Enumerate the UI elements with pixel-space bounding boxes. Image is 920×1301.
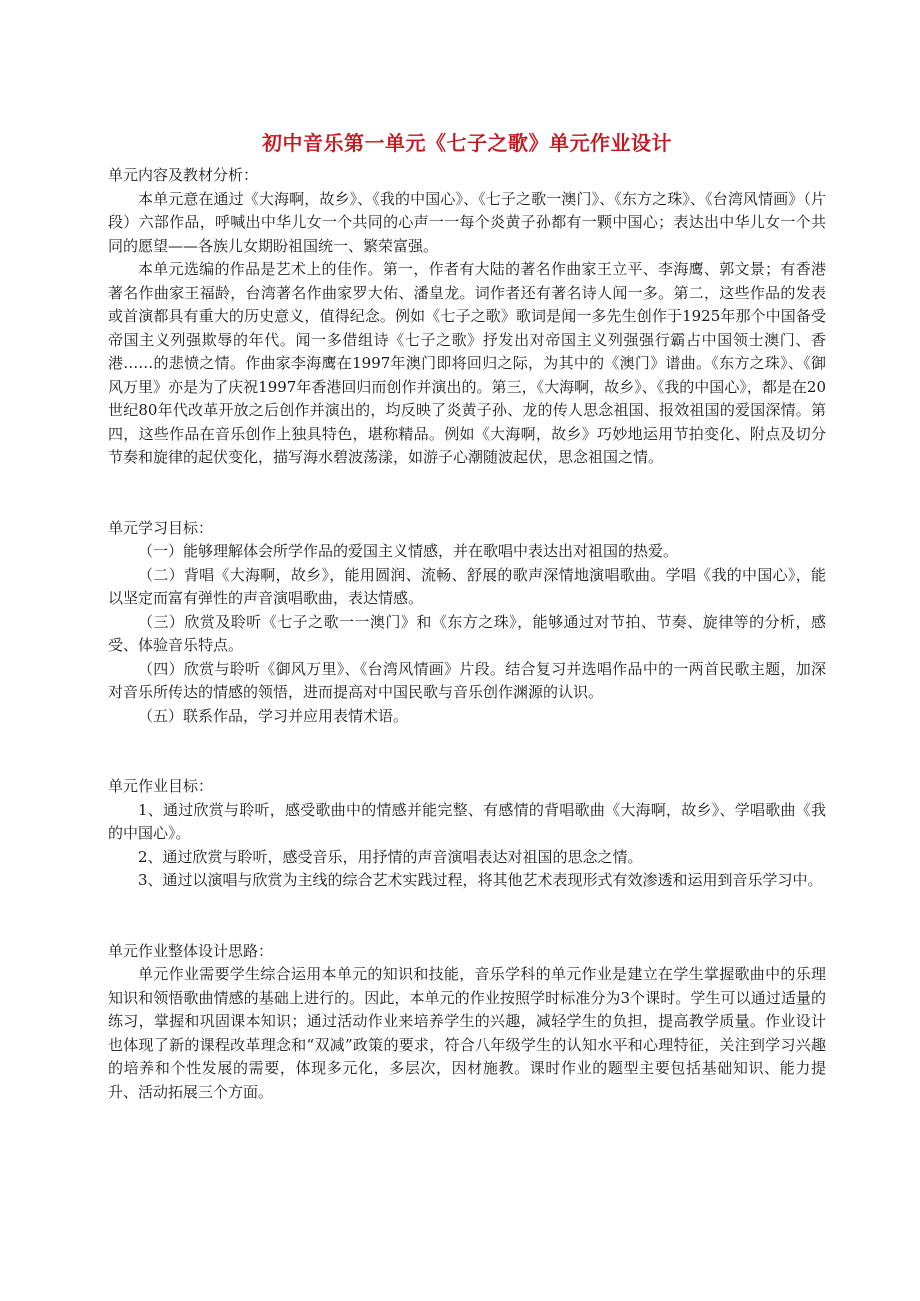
goal-item: 3、通过以演唱与欣赏为主线的综合艺术实践过程，将其他艺术表现形式有效渗透和运用到音乐学习中。 <box>138 871 823 889</box>
goal-item: 1、通过欣赏与聆听，感受歌曲中的情感并能完整、有感情的背唱歌曲《大海啊，故乡》、学唱歌曲《我的中国心》。 <box>108 800 826 842</box>
goal-item: （一）能够理解体会所学作品的爱国主义情感，并在歌唱中表达出对祖国的热爱。 <box>138 542 679 560</box>
spacer <box>108 728 826 775</box>
goal-item: （三）欣赏及聆听《七子之歌一一澳门》和《东方之珠》，能够通过对节拍、节奏、旋律等的分析，感受、体验音乐特点。 <box>108 612 826 654</box>
section-heading: 单元作业目标： <box>108 777 214 795</box>
section-heading: 单元内容及教材分析： <box>108 166 259 184</box>
goal-item: （四）欣赏与聆听《御风万里》、《台湾风情画》片段。结合复习并选唱作品中的一两首民歌主题，加深对音乐所传达的情感的领悟，进而提高对中国民歌与音乐创作渊源的认识。 <box>108 659 826 701</box>
section-heading: 单元作业整体设计思路： <box>108 941 274 960</box>
section-design-approach <box>108 940 826 1105</box>
paragraph: 单元作业需要学生综合运用本单元的知识和技能，音乐学科的单元作业是建立在学生掌握歌曲中的乐理知识和领悟歌曲情感的基础上进行的。因此，本单元的作业按照学时标准分为3个课时。学生可以通过适量的练习，掌握和巩固课本知识；通过活动作业来培养学生的兴趣，减轻学生的负担，提高教学质量。作业设计也体现了新的课程改革理念和“双减”政策的要求，符合八年级学生的认知水平和心理特征，关注到学习兴趣的培养和个性发展的需要，体现多元化，多层次，因材施教。课时作业的题型主要包括基础知识、能力提升、活动拓展三个方面。 <box>108 965 826 1101</box>
spacer <box>108 893 826 940</box>
section-heading: 单元学习目标： <box>108 518 214 537</box>
paragraph: 本单元意在通过《大海啊，故乡》、《我的中国心》、《七子之歌一澳门》、《东方之珠》、《台湾风情画》（片段）六部作品，呼喊出中华儿女一个共同的心声一一每个炎黄子孙都有一颗中国心；表达出中华儿女一个共同的愿望——各族儿女期盼祖国统一、繁荣富强。 <box>108 189 826 255</box>
document-page <box>108 128 826 1104</box>
section-homework-goals <box>108 775 826 893</box>
goal-item: 2、通过欣赏与聆听，感受音乐，用抒情的声音演唱表达对祖国的思念之情。 <box>138 847 643 866</box>
goal-item: （二）背唱《大海啊，故乡》，能用圆润、流畅、舒展的歌声深情地演唱歌曲。学唱《我的中国心》，能以坚定而富有弹性的声音演唱歌曲，表达情感。 <box>108 565 826 607</box>
document-title: 初中音乐第一单元《七子之歌》单元作业设计 <box>262 131 672 155</box>
spacer <box>108 470 826 517</box>
paragraph: 本单元选编的作品是艺术上的佳作。第一，作者有大陆的著名作曲家王立平、李海鹰、郭文景；有香港著名作曲家王福龄，台湾著名作曲家罗大佑、潘皇龙。词作者还有著名诗人闻一多。第二，这些作品的发表或首演都具有重大的历史意义，值得纪念。例如《七子之歌》歌词是闻一多先生创作于1925年那个中国备受帝国主义列强欺辱的年代。闻一多借组诗《七子之歌》抒发出对帝国主义列强强行霸占中国领士澳门、香港……的悲愤之情。作曲家李海鹰在1997年澳门即将回归之际，为其中的《澳门》谱曲。《东方之珠》、《御风万里》亦是为了庆祝1997年香港回归而创作并演出的。第三，《大海啊，故乡》、《我的中国心》，都是在20世纪80年代改革开放之后创作并演出的，均反映了炎黄子孙、龙的传人思念祖国、报效祖国的爱国深情。第四，这些作品在音乐创作上独具特色，堪称精品。例如《大海啊，故乡》巧妙地运用节拍变化、附点及切分节奏和旋律的起伏变化，描写海水碧波荡漾，如游子心潮随波起伏，思念祖国之情。 <box>108 260 826 466</box>
section-learning-goals <box>108 517 826 729</box>
section-content-analysis <box>108 164 826 470</box>
goal-item: （五）联系作品，学习并应用表情术语。 <box>138 706 409 725</box>
